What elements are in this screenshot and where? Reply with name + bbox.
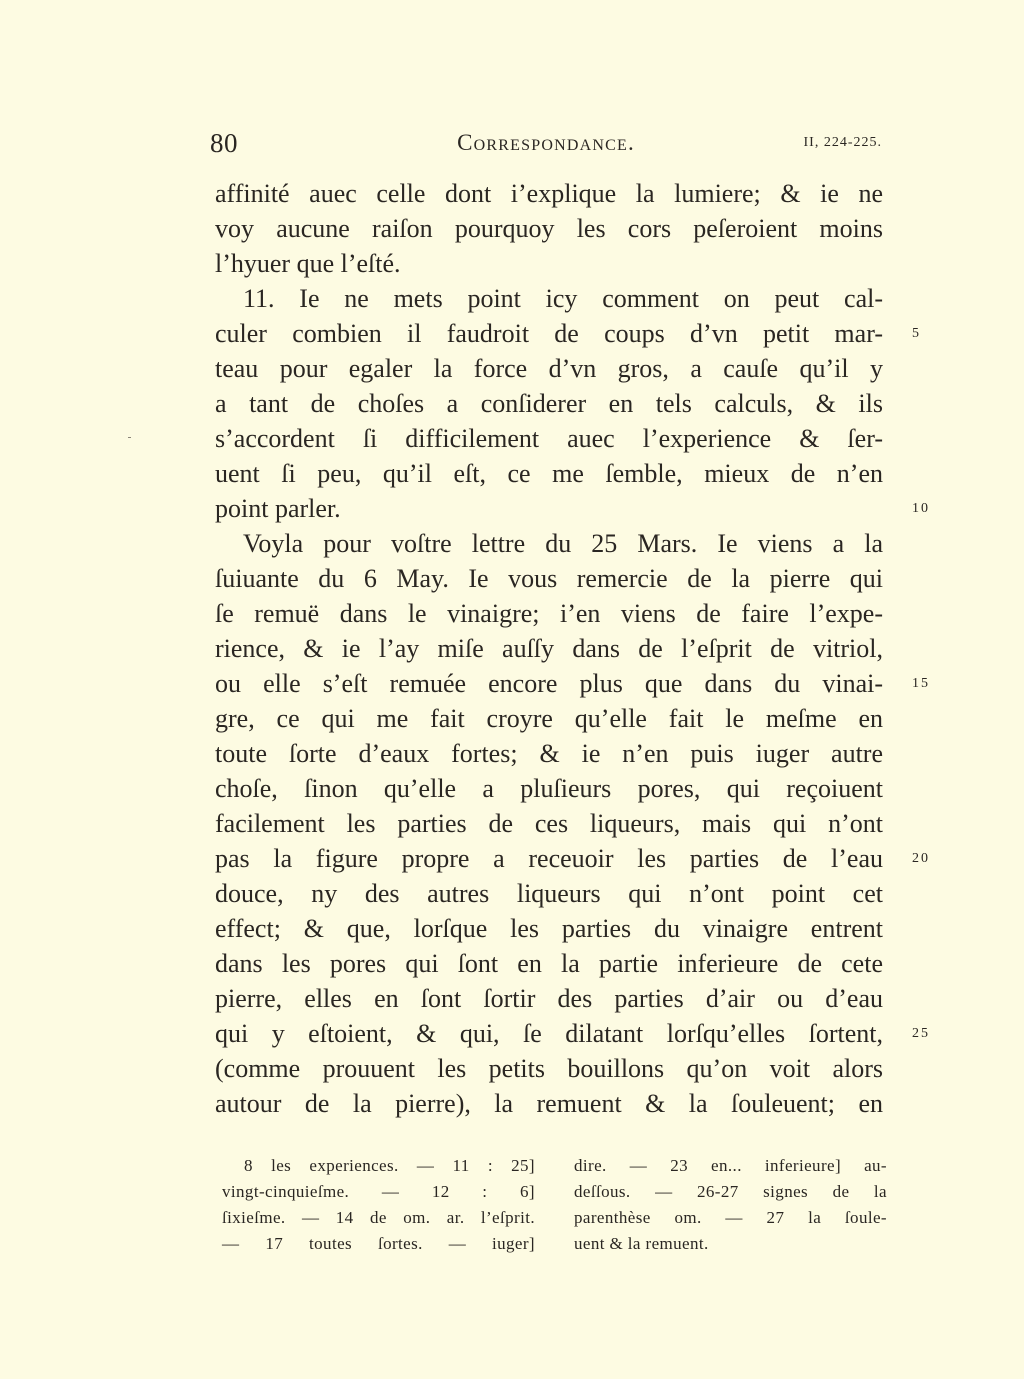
page-number: 80 (210, 128, 238, 158)
text-line: a tant de choſes a conſiderer en tels calculs, & ils (215, 389, 883, 418)
text-line: effect; & que, lorſque les parties du vinaigre entrent (215, 914, 883, 943)
text-line: affinité auec celle dont i’explique la lumiere; & ie ne (215, 179, 883, 208)
footnote-column-left (222, 1153, 535, 1257)
text-line: douce, ny des autres liqueurs qui n’ont point cet (215, 879, 883, 908)
text-line: ſe remuë dans le vinaigre; i’en viens de faire l’expe- (215, 599, 883, 628)
text-line: pas la figure propre a receuoir les parties de l’eau 20 (215, 841, 883, 876)
text-line: autour de la pierre), la remuent & la ſouleuent; en (215, 1089, 883, 1118)
body-text (215, 176, 930, 1121)
text-line: pierre, elles en ſont ſortir des parties d’air ou d’eau (215, 984, 883, 1013)
footnote-line: deſſous. — 26-27 signes de la (574, 1182, 887, 1201)
text-line: 11. Ie ne mets point icy comment on peut cal- (243, 284, 883, 313)
line-number: 10 (912, 501, 930, 516)
footnote-column-right (574, 1153, 887, 1257)
text-line: culer combien il faudroit de coups d’vn petit mar- 5 (215, 316, 883, 351)
footnote-line: dire. — 23 en... inferieure] au- (574, 1156, 887, 1175)
text-line: s’accordent ſi difficilement auec l’experience & ſer- (215, 424, 883, 453)
text-line: rience, & ie l’ay miſe auſſy dans de l’eſprit de vitriol, (215, 634, 883, 663)
text-line: facilement les parties de ces liqueurs, mais qui n’ont (215, 809, 883, 838)
text-line: l’hyuer que l’eſté. (215, 249, 401, 278)
margin-mark (128, 437, 131, 438)
text-line: dans les pores qui ſont en la partie inferieure de cete (215, 949, 883, 978)
text-line: choſe, ſinon qu’elle a pluſieurs pores, qui reçoiuent (215, 774, 883, 803)
footnote-line: ſixieſme. — 14 de om. ar. l’eſprit. (222, 1208, 535, 1227)
footnote-line: uent & la remuent. (574, 1234, 709, 1253)
text-line: ou elle s’eſt remuée encore plus que dans du vinai- 15 (215, 666, 883, 701)
text-line: voy aucune raiſon pourquoy les cors peſeroient moins (215, 214, 883, 243)
page-reference: II, 224-225. (803, 135, 882, 150)
text-line: teau pour egaler la force d’vn gros, a cauſe qu’il y (215, 354, 883, 383)
footnote-line: — 17 toutes ſortes. — iuger] (222, 1234, 535, 1253)
text-line: uent ſi peu, qu’il eſt, ce me ſemble, mieux de n’en (215, 459, 883, 488)
text-line: point parler. 10 (215, 491, 883, 526)
line-number: 15 (912, 676, 930, 691)
text-line: (comme prouuent les petits bouillons qu’on voit alors (215, 1054, 883, 1083)
text-line: Voyla pour voſtre lettre du 25 Mars. Ie viens a la (243, 529, 883, 558)
footnote-line: vingt-cinquieſme. — 12 : 6] (222, 1182, 535, 1201)
line-number: 20 (912, 851, 930, 866)
text-line: ſuiuante du 6 May. Ie vous remercie de la pierre qui (215, 564, 883, 593)
footnote-line: parenthèse om. — 27 la ſoule- (574, 1208, 887, 1227)
line-number: 5 (912, 326, 921, 341)
text-line: qui y eſtoient, & qui, ſe dilatant lorſqu’elles ſortent, 25 (215, 1016, 883, 1051)
footnote-line: 8 les experiences. — 11 : 25] (244, 1156, 535, 1175)
text-line: gre, ce qui me fait croyre qu’elle fait le meſme en (215, 704, 883, 733)
running-title: Correspondance. (457, 130, 635, 155)
text-line: toute ſorte d’eaux fortes; & ie n’en puis iuger autre (215, 739, 883, 768)
page-header (210, 128, 882, 164)
line-number: 25 (912, 1026, 930, 1041)
